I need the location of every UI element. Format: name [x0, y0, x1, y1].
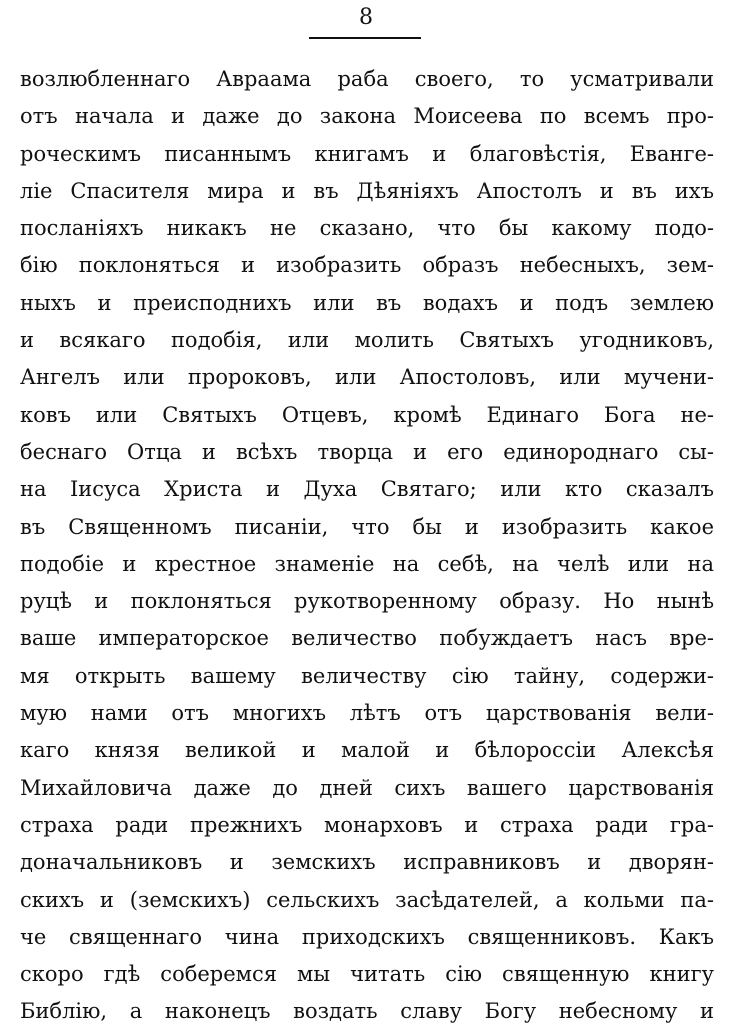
text-line: въ Священномъ писаніи, что бы и изобразить какое: [20, 514, 714, 539]
text-line: ваше императорское величество побуждаетъ насъ вре-: [20, 626, 714, 651]
text-line: посланіяхъ никакъ не сказано, что бы какому подо-: [20, 216, 714, 241]
text-line: ліе Спасителя мира и въ Дѣяніяхъ Апостолъ и въ ихъ: [20, 178, 714, 203]
text-line: ныхъ и преисподнихъ или въ водахъ и подъ землею: [20, 290, 714, 315]
page-number: 8: [359, 5, 373, 30]
text-line: подобіе и крестное знаменіе на себѣ, на челѣ или на: [20, 551, 714, 576]
text-line: беснаго Отца и всѣхъ творца и его единороднаго сы-: [20, 439, 714, 464]
text-line: страха ради прежнихъ монарховъ и страха ради гра-: [20, 812, 714, 837]
text-line: каго князя великой и малой и бѣлороссіи Алексѣя: [20, 738, 714, 763]
text-line: ковъ или Святыхъ Отцевъ, кромѣ Единаго Бога не-: [20, 402, 714, 427]
text-line: и всякаго подобія, или молить Святыхъ угодниковъ,: [20, 328, 714, 353]
body-text: [20, 61, 714, 1031]
text-line: че священнаго чина приходскихъ священниковъ. Какъ: [20, 924, 714, 949]
text-line: Михайловича даже до дней сихъ вашего царствованія: [20, 775, 714, 800]
text-line: Ангелъ или пророковъ, или Апостоловъ, или мучени-: [20, 365, 714, 390]
text-line: доначальниковъ и земскихъ исправниковъ и дворян-: [20, 850, 714, 875]
text-line: роческимъ писаннымъ книгамъ и благовѣстія, Еванге-: [20, 141, 714, 166]
text-line: на Іисуса Христа и Духа Святаго; или кто сказалъ: [20, 477, 714, 502]
header-rule: [309, 37, 421, 39]
text-line: Библію, а наконецъ воздать славу Богу небесному и: [20, 999, 714, 1024]
text-line: отъ начала и даже до закона Моисеева по всемъ про-: [20, 104, 714, 129]
text-line: скихъ и (земскихъ) сельскихъ засѣдателей, а кольми па-: [20, 887, 714, 912]
text-line: руцѣ и поклоняться рукотворенному образу. Но нынѣ: [20, 589, 714, 614]
text-line: скоро гдѣ соберемся мы читать сію священную книгу: [20, 962, 714, 987]
text-line: бію поклоняться и изобразить образъ небесныхъ, зем-: [20, 253, 714, 278]
text-line: возлюбленнаго Авраама раба своего, то усматривали: [20, 67, 714, 91]
text-line: мя открыть вашему величеству сію тайну, содержи-: [20, 663, 714, 688]
text-line: мую нами отъ многихъ лѣтъ отъ царствованія вели-: [20, 701, 714, 726]
